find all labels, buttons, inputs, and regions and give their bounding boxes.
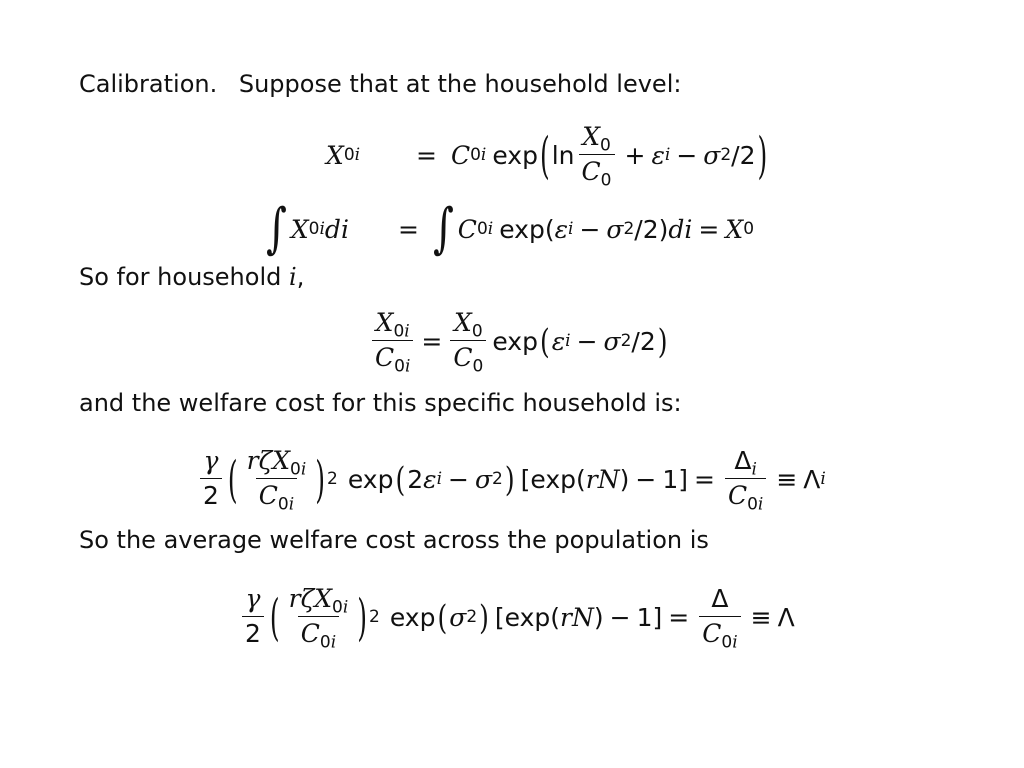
fraction-gamma-over-2: $\frac{\gamma}{2}$: [242, 585, 264, 649]
equation-integral: [266, 197, 755, 261]
equation-welfare-specific: $\frac{\gamma}{2}$ ( $\frac{r\zeta X_{0i}}{C_{0i}}$ ) 2 exp ( 2 ε i − σ 2 ) [ exp ( r N ) − 1 ] = $\frac{\Delta_i}{C_{0i}}$ ≡ Λ i: [196, 436, 826, 522]
rhs-expression: C 0 i exp ( ln $\frac{X_0}{C_0}$ + ε i − σ 2 /2 ): [450, 122, 768, 191]
equals-sign: =: [398, 214, 419, 244]
calibration-label: Calibration.: [79, 70, 218, 98]
so-for-household-text: So for household: [79, 263, 282, 291]
fraction-r-zeta-x0i-c0i: $\frac{r\zeta X_{0i}}{C_{0i}}$: [288, 584, 349, 653]
equals-sign: =: [416, 140, 437, 170]
suppose-text: Suppose that at the household level:: [238, 70, 682, 98]
fraction-x0i-c0i: $\frac{X_{0i}}{C_{0i}}$: [372, 309, 413, 373]
household-index: i: [289, 263, 297, 291]
lhs-x0i: X 0 i: [326, 140, 361, 170]
fraction-r-zeta-x0i-c0i: $\frac{r\zeta X_{0i}}{C_{0i}}$: [246, 446, 307, 515]
welfare-specific-text: and the welfare cost for this specific household is:: [79, 389, 682, 417]
household-line: So for household i,: [79, 263, 305, 291]
fraction-delta-i-c0i: $\frac{\Delta_i}{C_{0i}}$: [725, 447, 766, 511]
fraction-x0-c0: $\frac{X_0}{C_0}$: [450, 309, 486, 373]
intro-line: [79, 69, 681, 99]
fraction-gamma-over-2: $\frac{\gamma}{2}$: [200, 447, 222, 511]
lhs-integral: ∫ X 0 i d i: [266, 197, 349, 261]
fraction-delta-c0i: $\frac{\Delta}{C_{0i}}$: [699, 585, 740, 649]
equation-ratio: $\frac{X_{0i}}{C_{0i}}$ = $\frac{X_0}{C_0}$ exp ( ε i − σ 2 /2 ): [368, 302, 670, 380]
fraction-x0-c0: $\frac{X_0}{C_0}$: [579, 123, 615, 187]
equation-x0i-definition: [326, 118, 769, 192]
average-welfare-text: So the average welfare cost across the population is: [79, 526, 709, 554]
rhs-integral: ∫ C 0 i exp ( ε i − σ 2 /2 ) d i = X 0: [432, 197, 755, 261]
equation-welfare-average: $\frac{\gamma}{2}$ ( $\frac{r\zeta X_{0i}}{C_{0i}}$ ) 2 exp ( σ 2 ) [ exp ( r N ) − 1 ] = $\frac{\Delta}{C_{0i}}$ ≡ Λ: [238, 574, 795, 660]
